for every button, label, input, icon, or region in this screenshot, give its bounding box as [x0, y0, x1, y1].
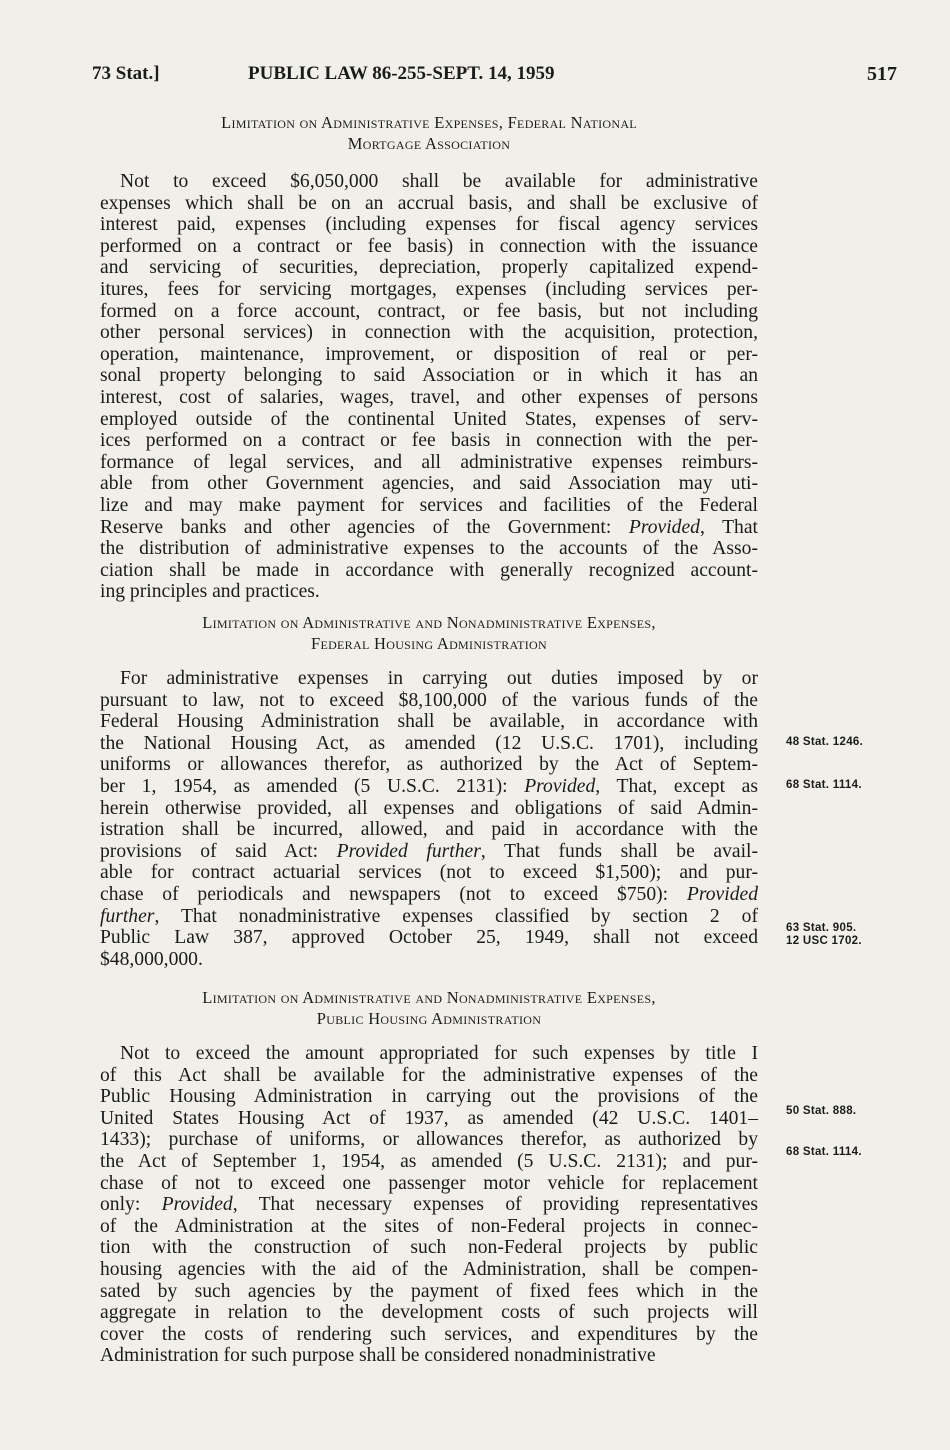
paragraph-pha: Not to exceed the amount appropriated for such expenses by title I of this Act shall be available for the administrative expenses of the Public Housing Administration in carrying out the provisions of the United States Housing Act of 1937, as amended (42 U.S.C. 1401– 1433); purchase of uniforms, or allowances therefor, as authorized by the Act of September 1, 1954, as amended (5 U.S.C. 2131); and pur- chase of not to exceed one passenger motor vehicle for replacement only: Provided, That necessary expenses of providing representatives of the Administration at the sites of non-Federal projects in connec- tion with the construction of such non-Federal projects by public housing agencies with the aid of the Administration, shall be compen- sated by such agencies by the payment of fixed fees which in the aggregate in relation to the development costs of such projects will cover the costs of rendering such services, and expenditures by the Administration for such purpose shall be considered nonadministrative — [100, 1043, 758, 1367]
paragraph-fha: For administrative expenses in carrying out duties imposed by or pursuant to law, not to exceed $8,100,000 of the various funds of the Federal Housing Administration shall be available, in accordance with the National Housing Act, as amended (12 U.S.C. 1701), including uniforms or allowances therefor, as authorized by the Act of Septem- ber 1, 1954, as amended (5 U.S.C. 2131): Provided, That, except as herein otherwise provided, all expenses and obligations of said Admin- istration shall be incurred, allowed, and paid in accordance with the provisions of said Act: Provided further, That funds shall be avail- able for contract actuarial services (not to exceed $1,500); and pur- chase of periodicals and newspapers (not to exceed $750): Provided further, That nonadministrative expenses classified by section 2 of Public Law 387, approved October 25, 1949, shall not exceed $48,000,000. — [100, 668, 759, 970]
section-heading-fnma: Limitation on Administrative Expenses, Federal National Mortgage Association — [221, 113, 637, 153]
margin-note-63-stat: 63 Stat. 905. 12 USC 1702. — [786, 922, 862, 947]
running-title: PUBLIC LAW 86-255-SEPT. 14, 1959 — [248, 63, 555, 84]
paragraph-fnma: Not to exceed $6,050,000 shall be available for administrative expenses which shall be on an accrual basis, and shall be exclusive of interest paid, expenses (including expenses for fiscal agency services performed on a contract or fee basis) in connection with the issuance and servicing of securities, depreciation, properly capitalized expend- itures, fees for servicing mortgages, expenses (including services per- formed on a force account, contract, or fee basis, but not including other personal services) in connection with the acquisition, protection, operation, maintenance, improvement, or disposition of real or per- sonal property belonging to said Association or in which it has an interest, cost of salaries, wages, travel, and other expenses of persons employed outside of the continental United States, expenses of serv- ices performed on a contract or fee basis in connection with the per- formance of legal services, and all administrative expenses reimburs- able from other Government agencies, and said Association may uti- lize and may make payment for services and facilities of the Federal Reserve banks and other agencies of the Government: Provided, That the distribution of administrative expenses to the accounts of the Asso- ciation shall be made in accordance with generally recognized account- ing principles and practices. — [100, 171, 758, 603]
margin-note-68-stat-2: 68 Stat. 1114. — [786, 1146, 862, 1158]
margin-note-48-stat: 48 Stat. 1246. — [786, 736, 864, 748]
page-number: 517 — [867, 63, 897, 85]
section-heading-fha: Limitation on Administrative and Nonadministrative Expenses, Federal Housing Administration — [202, 613, 656, 653]
margin-note-50-stat: 50 Stat. 888. — [786, 1105, 857, 1117]
section-heading-pha: Limitation on Administrative and Nonadministrative Expenses, Public Housing Administration — [202, 988, 656, 1028]
volume-reference: 73 Stat.] — [92, 63, 160, 84]
margin-note-68-stat: 68 Stat. 1114. — [786, 779, 862, 791]
